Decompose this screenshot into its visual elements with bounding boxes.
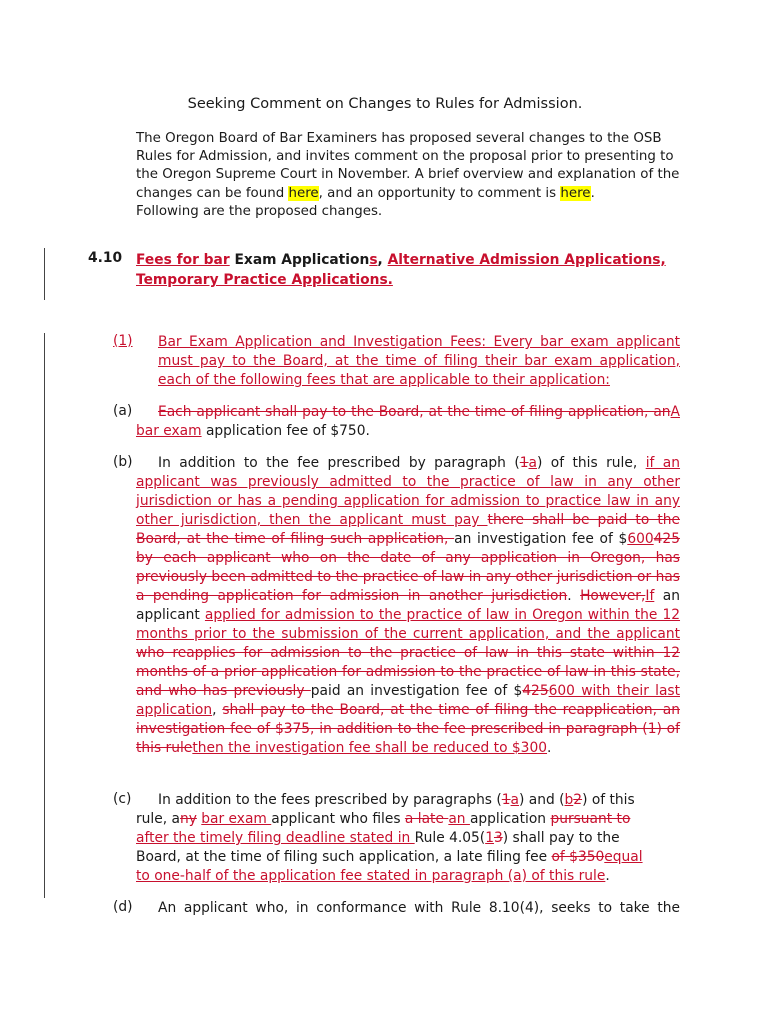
pb-s6-del: 425 bbox=[522, 683, 549, 699]
section-number: 4.10 bbox=[88, 250, 123, 266]
pc-s1-ins: a bbox=[510, 792, 520, 808]
pb-s3: an investigation fee of $ bbox=[454, 531, 628, 547]
pc-s4: applicant who files bbox=[271, 811, 405, 827]
para-a-del: Each applicant shall pay to the Board, at the time of filing application, an bbox=[158, 404, 671, 420]
pb-s2-del: there shall be paid to the Board, at the time of filing such application, bbox=[136, 512, 680, 547]
heading-insert-3: Alternative Admission Applications, Temporary Practice Applications. bbox=[136, 252, 666, 288]
pc-s7-del: of $350 bbox=[551, 849, 605, 865]
pc-s2-del: 2 bbox=[573, 792, 583, 808]
pb-s1-ins: a bbox=[528, 455, 537, 471]
para-b-text bbox=[136, 454, 680, 758]
pb-s2-ins: if an applicant was previously admitted to the practice of law in any other jurisdiction or has a pending application for admission to practice law in any other jurisdiction, then the applicant must pay bbox=[136, 455, 681, 528]
pb-s4: . bbox=[567, 588, 581, 604]
change-bar-heading bbox=[44, 248, 45, 300]
pc-s2: ) and ( bbox=[519, 792, 565, 808]
pc-s2-ins: b bbox=[564, 792, 574, 808]
para-d-label: (d) bbox=[113, 899, 133, 915]
heading-text-1: Exam Application bbox=[229, 252, 370, 268]
pb-s7-ins: then the investigation fee shall be reduced to $300 bbox=[192, 740, 548, 756]
intro-paragraph bbox=[136, 130, 696, 221]
para-a-ins: A bar exam bbox=[136, 404, 680, 439]
para-c-text bbox=[136, 791, 656, 886]
pb-s3-del: 425 by each applicant who on the date of any application in Oregon, has previously been admitted to the practice of law in any other jurisdiction or has a pending application for admission in another jurisdiction bbox=[136, 531, 680, 604]
para-c-label: (c) bbox=[113, 791, 132, 807]
pb-s1: In addition to the fee prescribed by paragraph ( bbox=[158, 455, 520, 471]
heading-insert-2: s bbox=[369, 252, 378, 268]
intro-text: The Oregon Board of Bar Examiners has proposed several changes to the OSB Rules for Admission, and invites comment on the proposal prior to presenting to the Oregon Supreme Court in November. A brief overview and explanation of the changes can be found bbox=[136, 131, 680, 201]
pb-s1-del: 1 bbox=[519, 455, 529, 471]
pb-s4-ins: If bbox=[645, 588, 655, 604]
pb-s2: ) of this rule, bbox=[536, 455, 646, 471]
pc-s7-ins: equal to one-half of the application fee stated in paragraph (a) of this rule bbox=[136, 849, 643, 884]
overview-link[interactable]: here bbox=[288, 185, 319, 201]
pb-s5-ins: applied for admission to the practice of law in Oregon within the 12 months prior to the submission of the current application, and the applicant bbox=[136, 607, 681, 642]
pb-s5-del: who reapplies for admission to the practice of law in this state within 12 months of a prior application for admission to the practice of law in this state, and who has previously bbox=[136, 645, 680, 699]
para-a-text bbox=[136, 403, 680, 441]
comment-link[interactable]: here bbox=[560, 185, 591, 201]
pc-s3-del: ny bbox=[179, 811, 197, 827]
pb-s7: , bbox=[212, 702, 223, 718]
pc-s7: ) shall pay to the Board, at the time of filing such application, a late filing fee bbox=[136, 830, 620, 865]
pb-s8: . bbox=[547, 740, 552, 756]
para-1-label: (1) bbox=[113, 333, 133, 349]
pc-s5-ins: after the timely filing deadline stated in bbox=[136, 830, 415, 846]
change-bar-body bbox=[44, 333, 45, 898]
intro-following: Following are the proposed changes. bbox=[136, 203, 383, 219]
pc-s6-del: 3 bbox=[493, 830, 503, 846]
pb-s7-del: shall pay to the Board, at the time of filing the reapplication, an investigation fee of $375, in addition to the fee prescribed in paragraph (1) of this rule bbox=[136, 702, 680, 756]
pc-s8: . bbox=[605, 868, 610, 884]
section-heading bbox=[136, 250, 696, 290]
pd-text: An applicant who, in conformance with Rule 8.10(4), seeks to take the bbox=[158, 900, 680, 916]
para-d-text bbox=[136, 899, 680, 918]
pc-s5-del: pursuant to bbox=[550, 811, 631, 827]
pb-s6: paid an investigation fee of $ bbox=[310, 683, 523, 699]
pc-s1-del: 1 bbox=[501, 792, 511, 808]
para-a-plain: application fee of $750. bbox=[201, 423, 370, 439]
pb-s6-ins: 600 with their last application bbox=[136, 683, 680, 718]
pc-s6: Rule 4.05( bbox=[414, 830, 486, 846]
page-title: Seeking Comment on Changes to Rules for Admission. bbox=[187, 96, 583, 112]
pb-s5: an applicant bbox=[136, 588, 680, 623]
pc-s4-ins: an bbox=[448, 811, 470, 827]
heading-insert-1: Fees for bar bbox=[136, 252, 230, 268]
pc-s1: In addition to the fees prescribed by paragraphs ( bbox=[158, 792, 502, 808]
pb-s4-del: However, bbox=[580, 588, 646, 604]
intro-text-3: . bbox=[590, 185, 595, 201]
pc-s5: application bbox=[469, 811, 551, 827]
pc-s6-ins: 1 bbox=[485, 830, 494, 846]
pc-s4-del: a late bbox=[404, 811, 449, 827]
pc-s3-ins: bar exam bbox=[201, 811, 272, 827]
para-a-label: (a) bbox=[113, 403, 133, 419]
para-b-label: (b) bbox=[113, 454, 133, 470]
intro-text-2: , and an opportunity to comment is bbox=[318, 185, 561, 201]
heading-text-2: , bbox=[377, 252, 388, 268]
pc-s3: ) of this rule, a bbox=[136, 792, 635, 827]
para-1-text: Bar Exam Application and Investigation Fees: Every bar exam applicant must pay to the Board, at the time of filing their bar exam application, each of the following fees that are applicable to their application: bbox=[158, 334, 680, 388]
pb-s3-ins: 600 bbox=[627, 531, 654, 547]
